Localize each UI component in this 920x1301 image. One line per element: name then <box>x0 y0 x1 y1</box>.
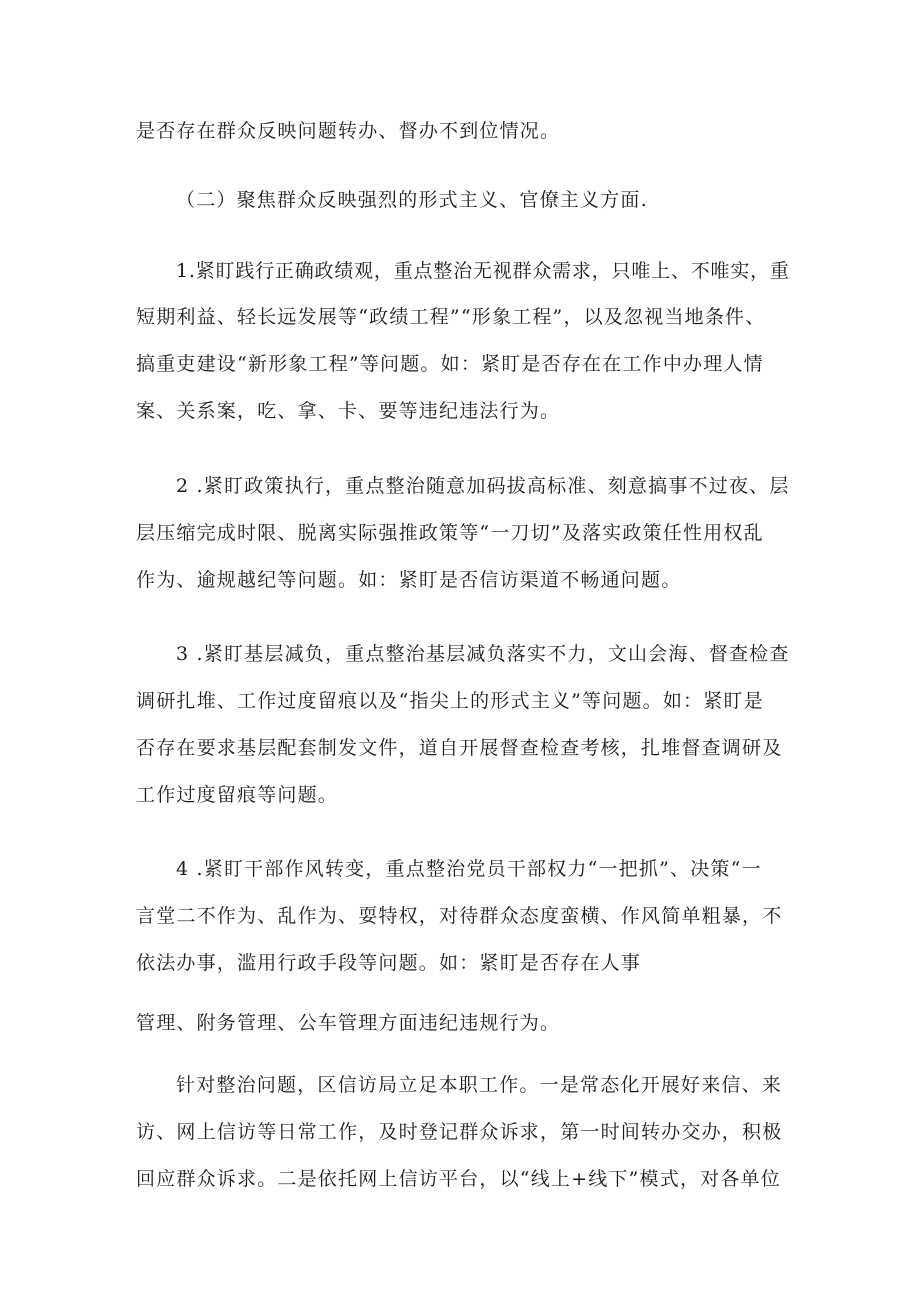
text-line: 案、关系案，吃、拿、卡、要等违纪违法行为。 <box>136 400 561 422</box>
text-line: 短期利益、轻长远发展等“政绩工程”“形象工程”，以及忽视当地条件、 <box>136 306 766 328</box>
text-line: 回应群众诉求。二是依托网上信访平台，以“线上+线下”模式，对各单位 <box>136 1168 781 1190</box>
text-line: 3 .紧盯基层减负，重点整治基层减负落实不力，文山会海、督查检查 <box>176 643 790 665</box>
text-line: 依法办事，滥用行政手段等问题。如：紧盯是否存在人事 <box>136 952 642 974</box>
text-line: 访、网上信访等日常工作，及时登记群众诉求，第一时间转办交办，积极 <box>136 1121 783 1143</box>
text-line: 调研扎堆、工作过度留痕以及“指尖上的形式主义”等问题。如：紧盯是 <box>136 690 764 712</box>
text-line: 工作过度留痕等问题。 <box>136 784 339 806</box>
text-line: 1.紧盯践行正确政绩观，重点整治无视群众需求，只唯上、不唯实，重 <box>176 260 790 282</box>
text-line: 否存在要求基层配套制发文件，道自开展督查检查考核，扎堆督查调研及 <box>136 737 783 759</box>
text-line: 针对整治问题，区信访局立足本职工作。一是常态化开展好来信、来 <box>176 1074 783 1096</box>
text-line: 层压缩完成时限、脱离实际强推政策等“一刀切”及落实政策任性用权乱 <box>136 522 764 544</box>
text-line: 搞重吏建设“新形象工程”等问题。如：紧盯是否存在在工作中办理人情 <box>136 353 764 375</box>
text-line: 作为、逾规越纪等问题。如：紧盯是否信访渠道不畅通问题。 <box>136 569 682 591</box>
section-heading: （二）聚焦群众反映强烈的形式主义、官僚主义方面. <box>176 189 648 211</box>
text-line: 4 .紧盯干部作风转变，重点整治党员干部权力“一把抓”、决策“一 <box>176 858 762 880</box>
text-line: 管理、附务管理、公车管理方面违纪违规行为。 <box>136 1012 561 1034</box>
text-line: 言堂二不作为、乱作为、耍特权，对待群众态度蛮横、作风简单粗暴，不 <box>136 905 783 927</box>
text-line: 2 .紧盯政策执行，重点整治随意加码拔高标准、刻意搞事不过夜、层 <box>176 475 790 497</box>
text-line: 是否存在群众反映问题转办、督办不到位情况。 <box>136 120 561 142</box>
